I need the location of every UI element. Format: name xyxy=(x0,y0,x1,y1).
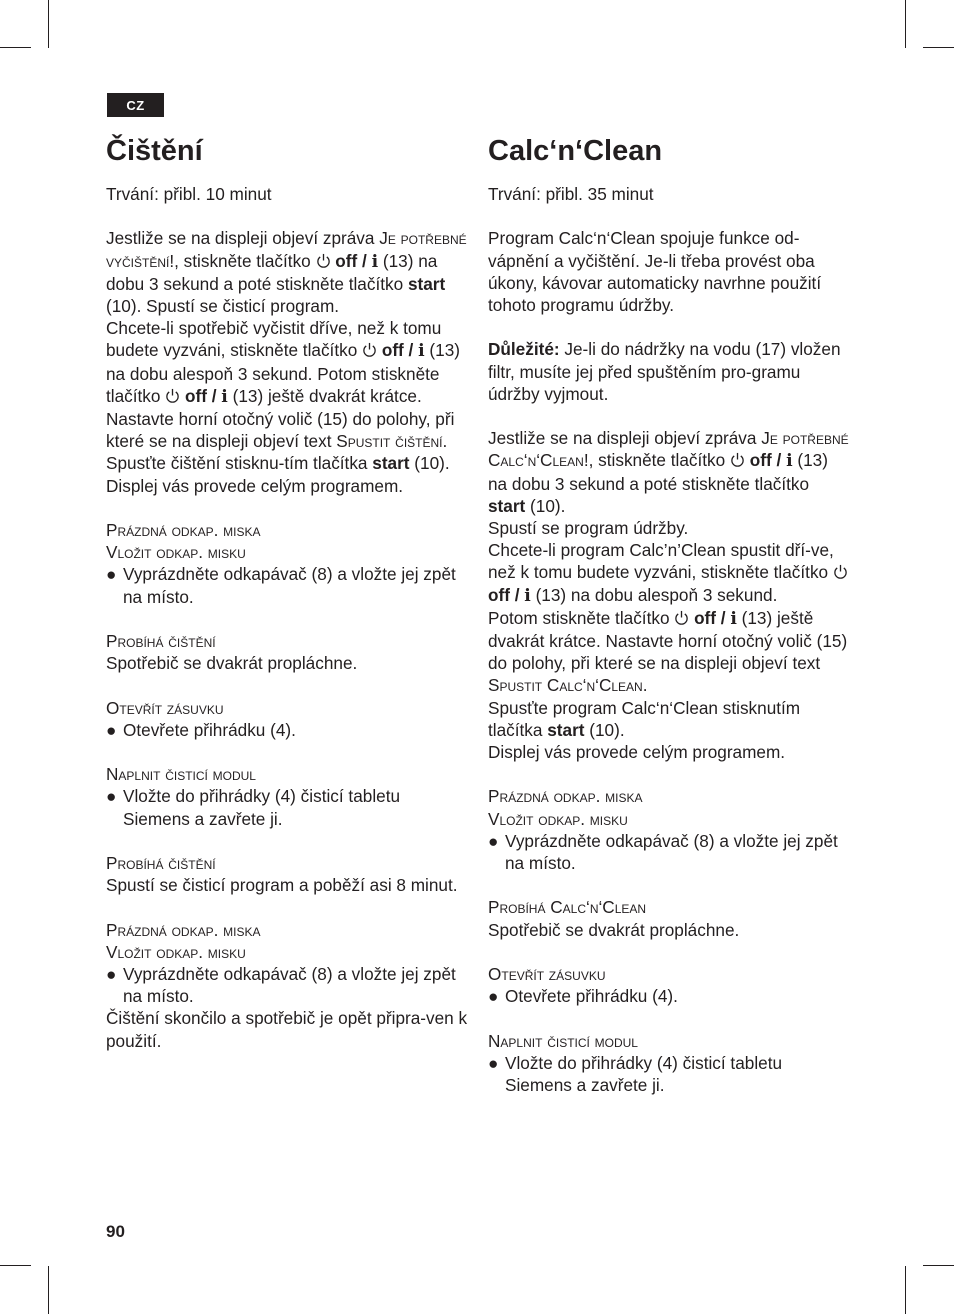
paragraph: Chcete-li spotřebič vyčistit dříve, než k tomu budete vyzváni, stiskněte tlačítko off / i (13) na dobu alespoň 3 sekund. Potom stiskněte tlačítko off / i (13) ještě dvakrát krátce. Nastavte horní otočný volič (15) do polohy, při které se na displeji objeví text Spustit čištění. Spusťte čištění stisknu-tím tlačítka start (10). xyxy=(106,318,460,474)
step-heading: Probíhá čištění xyxy=(106,631,216,652)
display-message: Spustit Calc‘n‘Clean xyxy=(488,675,643,696)
paragraph: Displej vás provede celým programem. xyxy=(488,742,786,763)
step-heading: Vložit odkap. misku xyxy=(488,808,628,829)
paragraph: Jestliže se na displeji objeví zpráva Je potřebné vyčištění!, stiskněte tlačítko off / i (13) na dobu 3 sekund a poté stiskněte tlačítko start (10). Spustí se čisticí program. xyxy=(106,228,467,316)
important-note: Důležité: Je-li do nádržky na vodu (17) vložen filtr, musíte jej před spuštěním pro-gramu údržby vyjmout. xyxy=(488,339,841,404)
info-icon: i xyxy=(418,341,425,362)
paragraph: Spotřebič se dvakrát propláchne. xyxy=(488,919,740,940)
step-heading: Probíhá Calc‘n‘Clean xyxy=(488,897,647,918)
crop-mark xyxy=(0,47,31,48)
right-column xyxy=(488,134,850,1096)
display-message: Spustit čištění xyxy=(336,431,443,452)
crop-mark xyxy=(923,47,954,48)
step-heading: Naplnit čisticí modul xyxy=(106,764,256,785)
power-icon xyxy=(316,253,331,268)
power-icon xyxy=(362,342,377,357)
bullet-icon: ● xyxy=(106,786,117,807)
step-heading: Probíhá čištění xyxy=(106,853,216,873)
info-icon: i xyxy=(786,451,793,472)
power-icon xyxy=(730,452,745,467)
bullet-icon: ● xyxy=(488,830,499,851)
page-number: 90 xyxy=(106,1222,125,1241)
duration: Trvání: přibl. 10 minut xyxy=(106,184,272,204)
paragraph: Jestliže se na displeji objeví zpráva Je potřebné Calc‘n‘Clean!, stiskněte tlačítko off / i (13) na dobu 3 sekund a poté stiskněte tlačítko start (10). xyxy=(488,428,849,516)
step-heading: Otevřít zásuvku xyxy=(488,964,606,985)
step-heading: Prázdná odkap. miska xyxy=(106,919,261,940)
list-item: ● Vyprázdněte odkapávač (8) a vložte jej zpět na místo. xyxy=(106,964,456,1007)
bullet-icon: ● xyxy=(488,986,499,1007)
paragraph: Spustí se čisticí program a poběží asi 8 minut. xyxy=(106,875,458,896)
info-icon: i xyxy=(730,608,737,629)
bullet-icon: ● xyxy=(106,564,117,585)
bullet-icon: ● xyxy=(488,1052,499,1073)
info-icon: i xyxy=(524,585,531,606)
crop-mark xyxy=(905,1266,906,1314)
list-item: ● Vložte do přihrádky (4) čisticí tabletu Siemens a zavřete ji. xyxy=(106,786,401,829)
section-title: Čištění xyxy=(106,135,203,167)
left-column xyxy=(106,134,471,1052)
step-heading: Otevřít zásuvku xyxy=(106,697,224,718)
crop-mark xyxy=(48,0,49,48)
power-icon xyxy=(674,610,689,625)
language-tab: CZ xyxy=(107,93,164,117)
list-item: ● Vyprázdněte odkapávač (8) a vložte jej zpět na místo. xyxy=(488,830,838,874)
paragraph: Program Calc‘n‘Clean spojuje funkce od-vápnění a vyčištění. Je-li třeba provést oba úkony, kávovar automaticky navrhne použití tohoto programu údržby. xyxy=(488,228,822,315)
display-message: Je potřebné Calc‘n‘Clean! xyxy=(488,428,849,471)
crop-mark xyxy=(905,0,906,48)
paragraph: Potom stiskněte tlačítko off / i (13) ještě dvakrát krátce. Nastavte horní otočný volič (15) do polohy, při které se na displeji objeví text Spustit Calc‘n‘Clean. xyxy=(488,607,848,696)
list-item: ● Otevřete přihrádku (4). xyxy=(488,986,678,1007)
paragraph: Čištění skončilo a spotřebič je opět připra-ven k použití. xyxy=(106,1008,468,1051)
power-icon xyxy=(165,388,180,403)
bullet-icon: ● xyxy=(106,719,117,740)
duration: Trvání: přibl. 35 minut xyxy=(488,184,654,204)
paragraph: Spusťte program Calc‘n‘Clean stisknutím tlačítka start (10). xyxy=(488,697,801,740)
step-heading: Vložit odkap. misku xyxy=(106,941,246,962)
off-button-label: off / xyxy=(335,250,372,271)
paragraph: Displej vás provede celým programem. xyxy=(106,475,404,496)
start-button-label: start xyxy=(407,273,446,294)
crop-mark xyxy=(0,1265,31,1266)
step-heading: Prázdná odkap. miska xyxy=(488,786,643,807)
step-heading: Vložit odkap. misku xyxy=(106,542,246,563)
display-message: Je potřebné vyčištění! xyxy=(106,228,467,271)
info-icon: i xyxy=(221,386,228,407)
power-icon xyxy=(833,564,848,579)
crop-mark xyxy=(48,1266,49,1314)
crop-mark xyxy=(923,1265,954,1266)
paragraph: Spustí se program údržby. xyxy=(488,518,689,538)
step-heading: Prázdná odkap. miska xyxy=(106,520,261,541)
paragraph: Chcete-li program Calc’n’Clean spustit dří-ve, než k tomu budete vyzváni, stiskněte tlačítko off / i (13) na dobu alespoň 3 sekund. xyxy=(488,539,850,607)
step-heading: Naplnit čisticí modul xyxy=(488,1030,638,1051)
paragraph: Spotřebič se dvakrát propláchne. xyxy=(106,653,358,674)
list-item: ● Vložte do přihrádky (4) čisticí tabletu Siemens a zavřete ji. xyxy=(488,1052,783,1096)
bullet-icon: ● xyxy=(106,964,117,984)
section-title: Calc‘n‘Clean xyxy=(488,135,663,167)
list-item: ● Otevřete přihrádku (4). xyxy=(106,719,296,740)
list-item: ● Vyprázdněte odkapávač (8) a vložte jej zpět na místo. xyxy=(106,564,456,607)
info-icon: i xyxy=(371,251,379,272)
